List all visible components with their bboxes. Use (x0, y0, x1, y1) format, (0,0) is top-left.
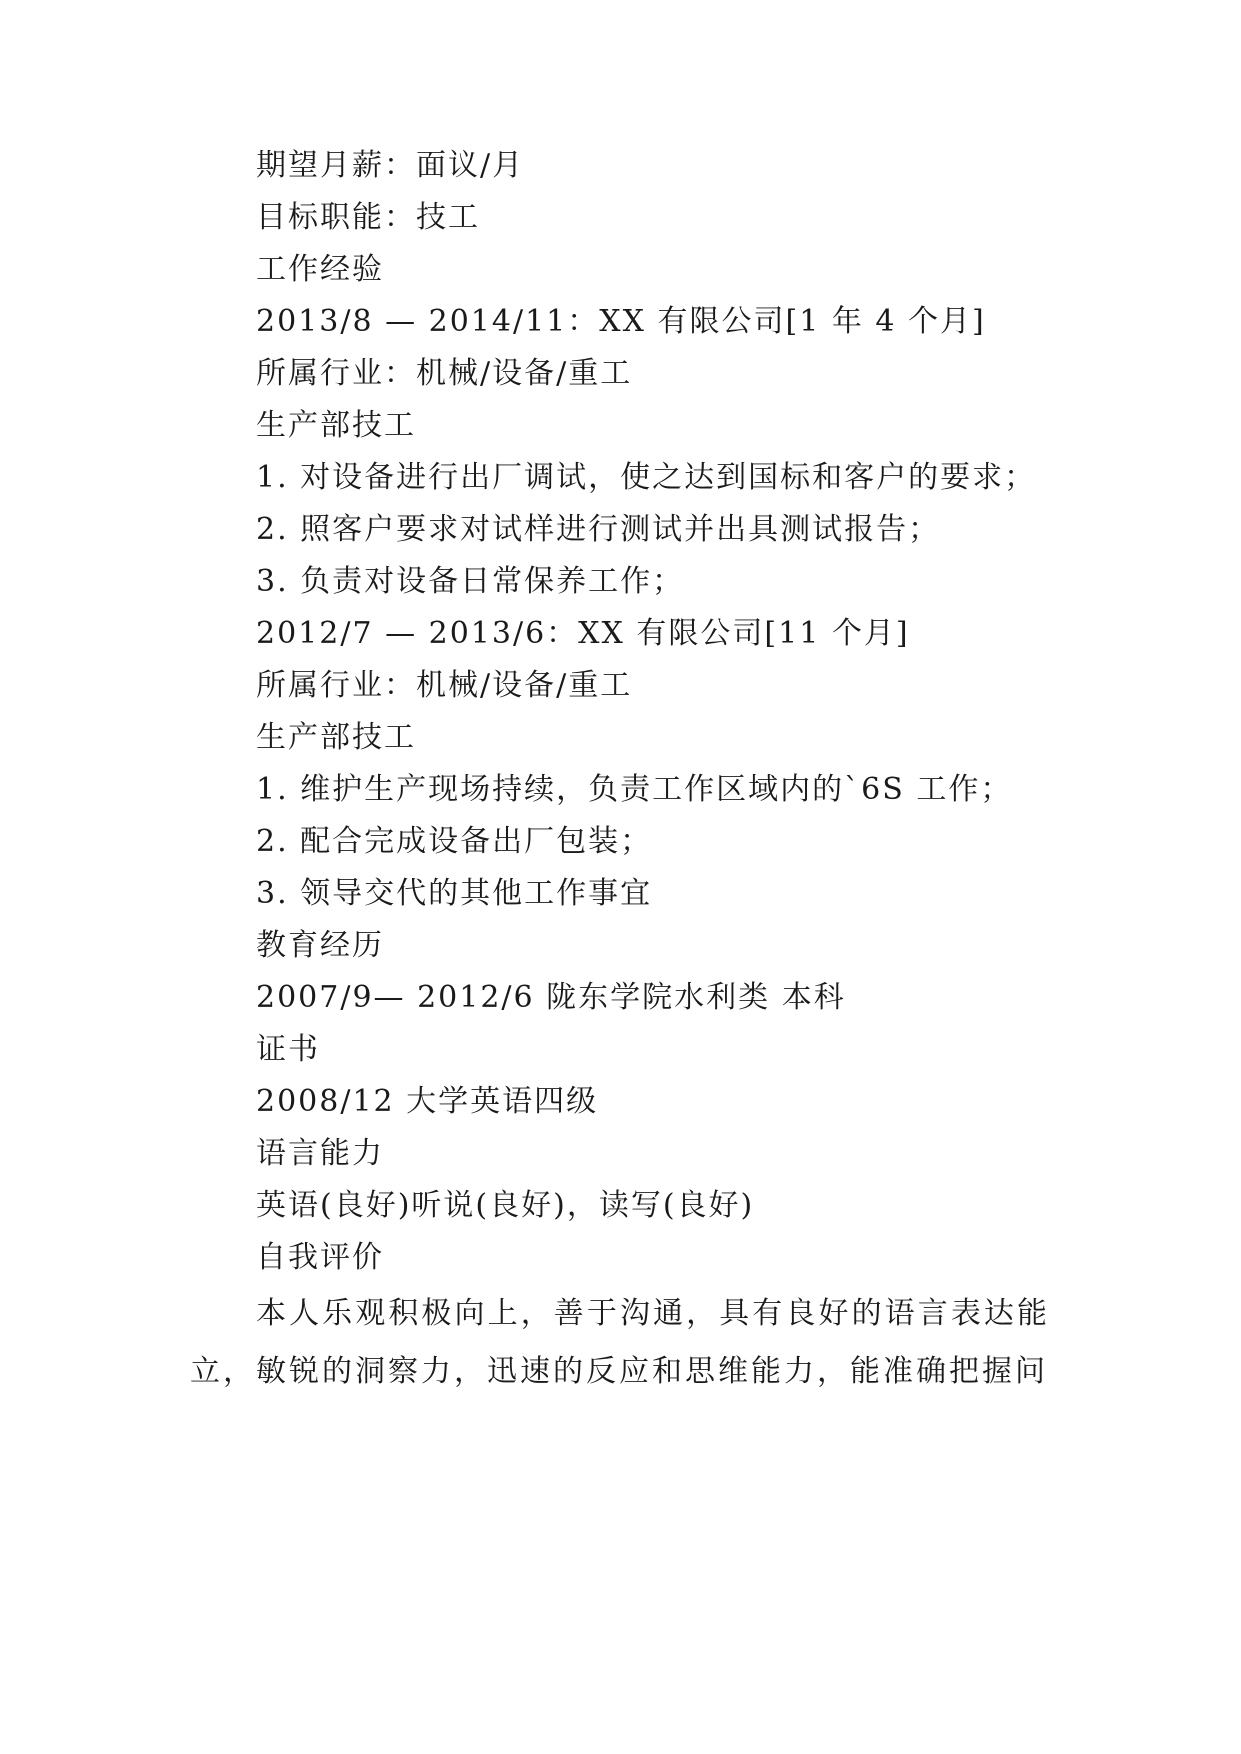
education-entry: 2007/9— 2012/6 陇东学院水利类 本科 (256, 980, 846, 1015)
education-heading: 教育经历 (256, 928, 384, 963)
target-function: 目标职能：技工 (256, 200, 480, 235)
certificate-heading: 证书 (256, 1032, 320, 1067)
job2-period: 2012/7 — 2013/6：XX 有限公司[11 个月] (256, 616, 910, 651)
language-heading: 语言能力 (256, 1136, 384, 1171)
job2-industry: 所属行业：机械/设备/重工 (256, 668, 633, 703)
job1-period: 2013/8 — 2014/11：XX 有限公司[1 年 4 个月] (256, 304, 986, 339)
job1-duty-1: 1. 对设备进行出厂调试，使之达到国标和客户的要求； (256, 460, 1037, 495)
job2-duty-1: 1. 维护生产现场持续，负责工作区域内的`6S 工作； (256, 772, 1013, 807)
certificate-entry: 2008/12 大学英语四级 (256, 1084, 599, 1119)
job1-title: 生产部技工 (256, 408, 416, 443)
job1-duty-2: 2. 照客户要求对试样进行测试并出具测试报告； (256, 512, 941, 547)
job1-industry: 所属行业：机械/设备/重工 (256, 356, 633, 391)
language-entry: 英语(良好)听说(良好)，读写(良好) (256, 1188, 755, 1223)
expected-salary: 期望月薪：面议/月 (256, 148, 525, 183)
job2-duty-2: 2. 配合完成设备出厂包装； (256, 824, 653, 859)
job2-duty-3: 3. 领导交代的其他工作事宜 (256, 876, 653, 911)
job1-duty-3: 3. 负责对设备日常保养工作； (256, 564, 685, 599)
work-experience-heading: 工作经验 (256, 252, 384, 287)
self-eval-heading: 自我评价 (256, 1240, 384, 1275)
job2-title: 生产部技工 (256, 720, 416, 755)
self-eval-text: 本人乐观积极向上，善于沟通，具有良好的语言表达能立，敏锐的洞察力，迅速的反应和思维能力，能准确把握问 (190, 1296, 1050, 1389)
